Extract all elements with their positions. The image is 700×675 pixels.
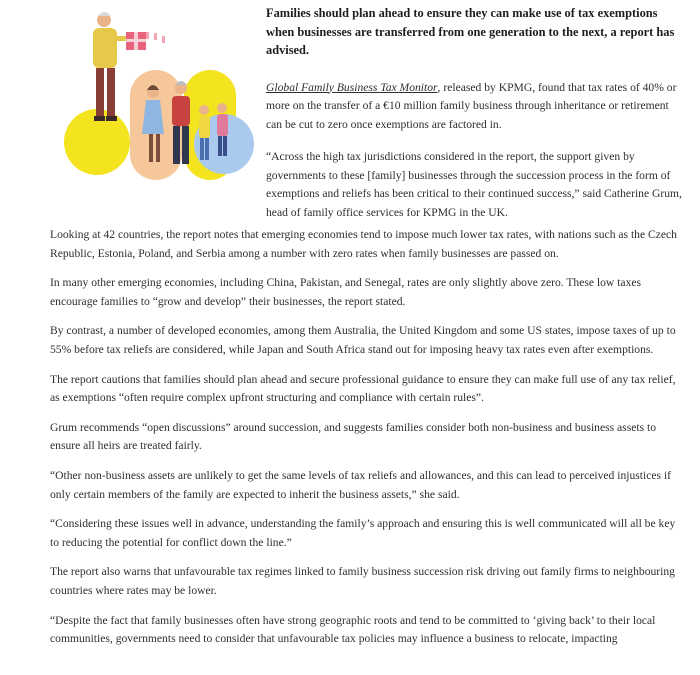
article-intro: Families should plan ahead to ensure they can make use of tax exemptions when businesses are transferred from one generation to the next, a report has advised. (266, 6, 675, 57)
paragraph-4: In many other emerging economies, including China, Pakistan, and Senegal, rates are only slightly above zero. These low taxes encourage families to “grow and develop” their businesses, the report stated. (50, 276, 642, 308)
paragraph-3: Looking at 42 countries, the report notes that emerging economies tend to impose much lower tax rates, with nations such as the Czech Republic, Estonia, Poland, and Serbia among a number with zero rates when family businesses are passed on. (50, 228, 677, 260)
paragraph-7: Grum recommends “open discussions” around succession, and suggests families consider both non-business and business assets to ensure all heirs are treated fairly. (50, 420, 656, 453)
paragraph-5: By contrast, a number of developed economies, among them Australia, the United Kingdom and some US states, impose taxes of up to 55% before tax reliefs are considered, while Japan and South Africa stand out for imposing heavy tax rates even after exemptions. (50, 324, 676, 356)
paragraph-11: “Despite the fact that family businesses often have strong geographic roots and tend to be committed to ‘giving back’ to their local communities, governments need to consider that unfavourable tax policies may influence a business to relocate, impacting (50, 613, 656, 646)
paragraph-1 (266, 79, 684, 135)
paragraph-9: “Considering these issues well in advance, understanding the family’s approach and ensuring this is well communicated will all be key to reducing the potential for conflict down the line.” (50, 517, 676, 549)
paragraph-6: The report cautions that families should plan ahead and secure professional guidance to ensure they can make full use of any tax relief, as exemptions “often require complex upfront structuring and compliance with certain rules”. (50, 372, 676, 405)
paragraph-1-rest: , released by KPMG, found that tax rates of 40% or more on the transfer of a €10 million family business through inheritance or retirement can be cut to zero once exemptions are factored in. (266, 80, 677, 131)
grandfather-figure (93, 12, 133, 121)
top-text-column (266, 4, 684, 237)
paragraph-10: The report also warns that unfavourable tax regimes linked to family business succession risk driving out family firms to neighbouring countries where rates may be lower. (50, 565, 675, 597)
paragraph-8: “Other non-business assets are unlikely to get the same levels of tax reliefs and allowances, and this can lead to perceived injustices if only certain members of the family are expected to inherit the business assets,” she said. (50, 468, 672, 501)
publication-name: Global Family Business Tax Monitor (266, 80, 438, 94)
paragraph-2-quote: “Across the high tax jurisdictions considered in the report, the support given by governments to these [family] businesses through the succession process in the form of exemptions and reliefs has been critical to their continued success,” said Catherine Grum, head of family office services for KPMG in the UK. (266, 150, 682, 220)
family-generations-illustration (60, 8, 260, 188)
gift-box-icon (126, 32, 146, 50)
main-text-column (50, 226, 686, 660)
